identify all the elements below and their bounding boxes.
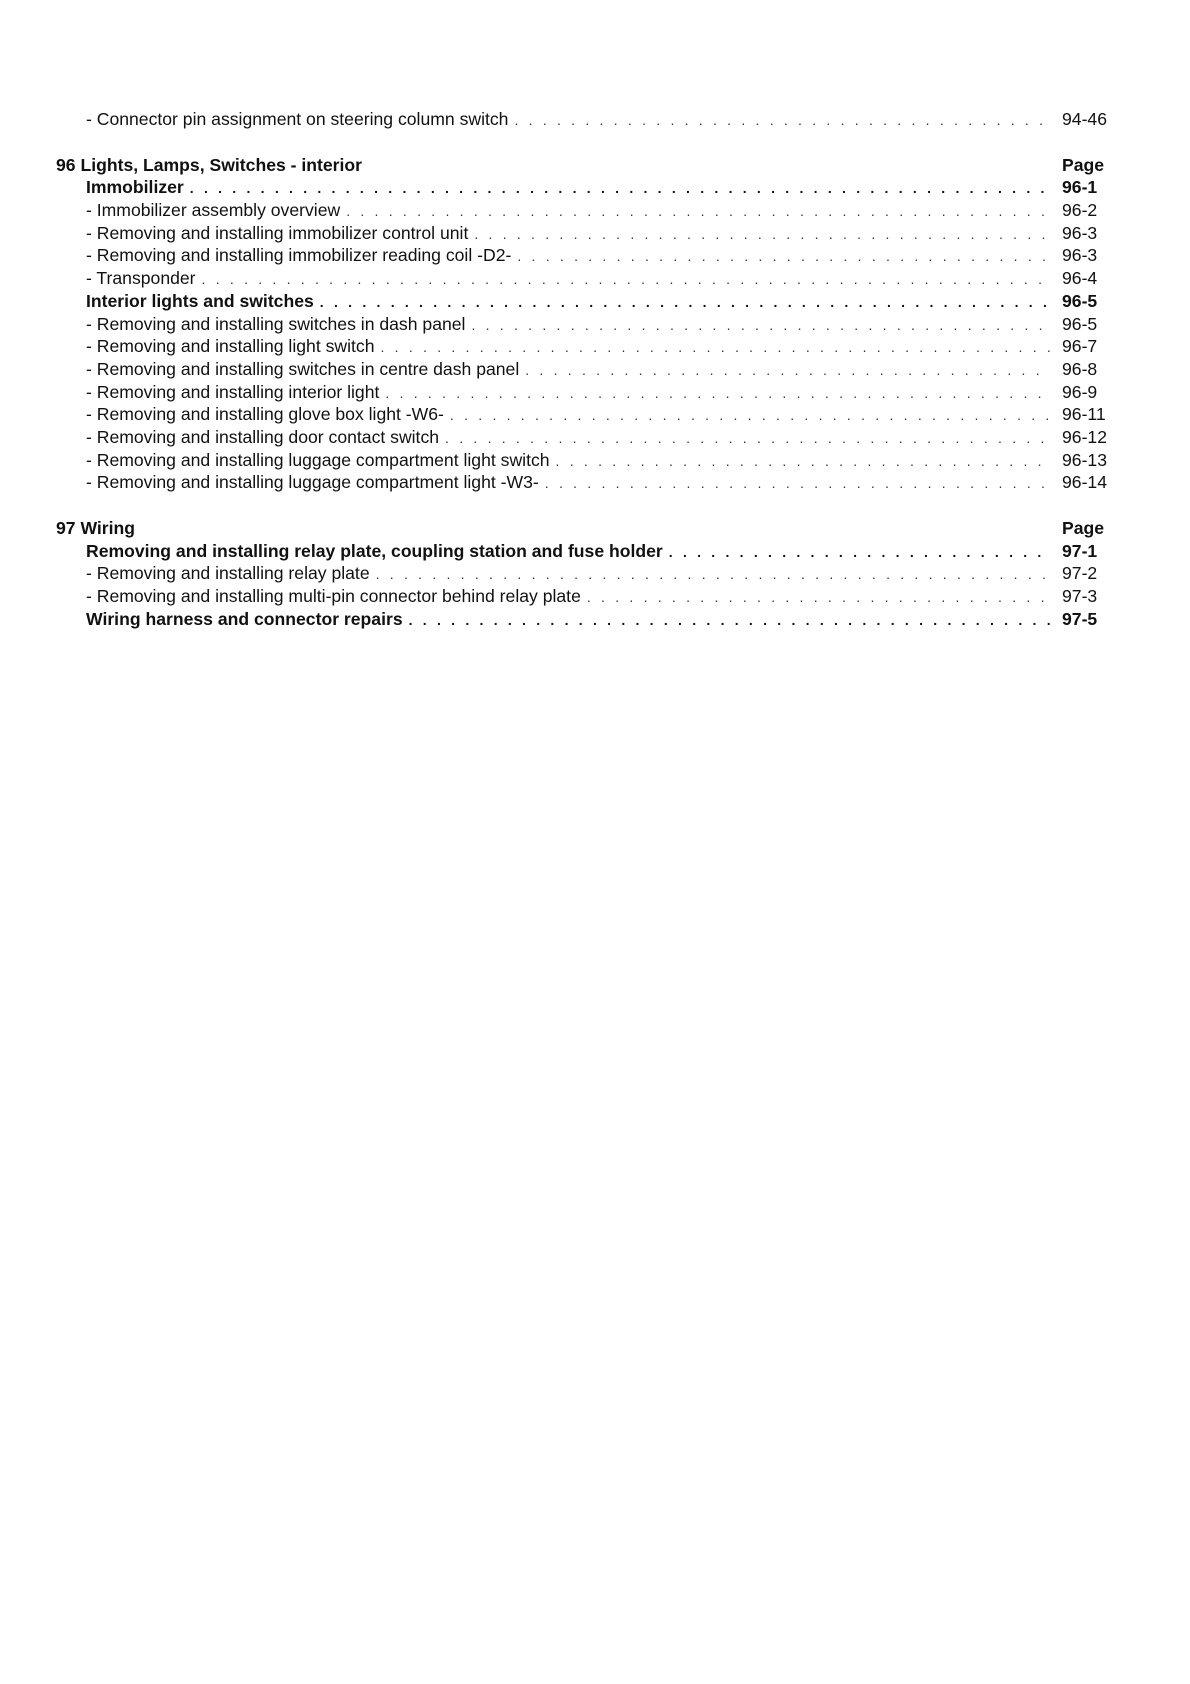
toc-entry-page: 96-3	[1062, 222, 1098, 243]
toc-entry[interactable]	[56, 358, 1126, 381]
dot-leader	[474, 223, 1050, 246]
toc-entry-label: - Removing and installing door contact switch	[86, 426, 440, 447]
toc-entry-page: 96-9	[1062, 381, 1098, 402]
section-96-page-label: Page	[1062, 154, 1105, 175]
section-97-page-label: Page	[1062, 518, 1105, 538]
toc-entry-page: 96-1	[1062, 177, 1098, 198]
toc-entry[interactable]	[56, 426, 1126, 449]
dot-leader	[450, 404, 1050, 427]
toc-entry-page: 97-3	[1062, 586, 1098, 607]
toc-entry-label: - Removing and installing light switch	[86, 336, 375, 357]
toc-entry-label: - Transponder	[86, 268, 196, 289]
toc-entry[interactable]	[56, 313, 1126, 336]
dot-leader	[376, 563, 1050, 586]
dot-leader	[525, 359, 1050, 382]
toc-entry-label: - Connector pin assignment on steering column switch	[86, 109, 509, 129]
section-97-heading	[56, 517, 1126, 540]
dot-leader	[346, 200, 1050, 223]
toc-entry[interactable]	[56, 562, 1126, 585]
toc-entry-label: - Removing and installing interior light	[86, 381, 380, 402]
toc-entry[interactable]	[56, 222, 1126, 245]
toc-entry-page: 96-14	[1062, 472, 1107, 493]
dot-leader	[202, 268, 1050, 291]
dot-leader	[380, 336, 1050, 359]
toc-entry-label: - Removing and installing glove box light -W6-	[86, 404, 444, 425]
toc-entry-page: 96-3	[1062, 245, 1098, 266]
section-96-title: 96 Lights, Lamps, Switches - interior	[56, 154, 363, 175]
toc-entry-label: Removing and installing relay plate, coupling station and fuse holder	[86, 540, 663, 561]
toc-entry-label: - Removing and installing immobilizer control unit	[86, 222, 469, 243]
toc-chapter-entry[interactable]	[56, 176, 1126, 199]
toc-entry[interactable]	[56, 244, 1126, 267]
toc-entry-page: 96-5	[1062, 313, 1098, 334]
table-of-contents	[56, 108, 1126, 630]
section-96-entries	[56, 176, 1126, 494]
dot-leader	[190, 177, 1050, 200]
dot-leader	[320, 291, 1050, 314]
toc-chapter-entry[interactable]	[56, 290, 1126, 313]
section-97-title: 97 Wiring	[56, 518, 136, 538]
dot-leader	[545, 472, 1050, 495]
toc-entry-label: Interior lights and switches	[86, 290, 314, 311]
toc-entry-page: 97-2	[1062, 563, 1098, 584]
toc-entry[interactable]	[56, 199, 1126, 222]
toc-entry[interactable]	[56, 335, 1126, 358]
toc-entry-label: - Removing and installing multi-pin connector behind relay plate	[86, 586, 581, 607]
toc-entry-page: 97-5	[1062, 608, 1098, 629]
toc-entry-page: 96-2	[1062, 200, 1098, 221]
toc-entry-label: - Removing and installing relay plate	[86, 563, 370, 584]
dot-leader	[471, 314, 1050, 337]
toc-entry-page: 96-5	[1062, 290, 1098, 311]
dot-leader	[409, 609, 1050, 632]
dot-leader	[385, 382, 1050, 405]
toc-entry[interactable]	[56, 381, 1126, 404]
dot-leader	[556, 450, 1050, 473]
toc-entry-label: - Removing and installing luggage compartment light -W3-	[86, 472, 539, 493]
toc-entry-page: 96-12	[1062, 426, 1107, 447]
toc-entry[interactable]	[56, 403, 1126, 426]
toc-entry[interactable]	[56, 471, 1126, 494]
toc-entry-page: 96-8	[1062, 358, 1098, 379]
toc-chapter-entry[interactable]	[56, 540, 1126, 563]
toc-entry[interactable]	[56, 449, 1126, 472]
toc-entry-label: Immobilizer	[86, 177, 184, 198]
section-97-entries	[56, 540, 1126, 631]
toc-entry-label: - Immobilizer assembly overview	[86, 200, 341, 221]
toc-entry-label: Wiring harness and connector repairs	[86, 608, 403, 629]
section-96-heading	[56, 154, 1126, 177]
toc-entry-label: - Removing and installing switches in dash panel	[86, 313, 466, 334]
toc-entry-label: - Removing and installing immobilizer reading coil -D2-	[86, 245, 512, 266]
toc-entry-label: - Removing and installing switches in centre dash panel	[86, 358, 520, 379]
toc-entry[interactable]	[56, 267, 1126, 290]
dot-leader	[587, 586, 1050, 609]
toc-entry-page: 96-7	[1062, 336, 1098, 357]
dot-leader	[517, 245, 1050, 268]
toc-entry-page: 97-1	[1062, 540, 1098, 561]
toc-chapter-entry[interactable]	[56, 608, 1126, 631]
toc-entry-connector-pin[interactable]	[56, 108, 1126, 131]
toc-entry-label: - Removing and installing luggage compartment light switch	[86, 449, 550, 470]
dot-leader	[514, 109, 1050, 132]
dot-leader	[445, 427, 1050, 450]
toc-entry[interactable]	[56, 585, 1126, 608]
toc-entry-page: 96-4	[1062, 268, 1098, 289]
dot-leader	[669, 541, 1050, 564]
toc-entry-page: 96-13	[1062, 449, 1107, 470]
toc-entry-page: 96-11	[1062, 404, 1106, 425]
toc-entry-page: 94-46	[1062, 109, 1107, 129]
